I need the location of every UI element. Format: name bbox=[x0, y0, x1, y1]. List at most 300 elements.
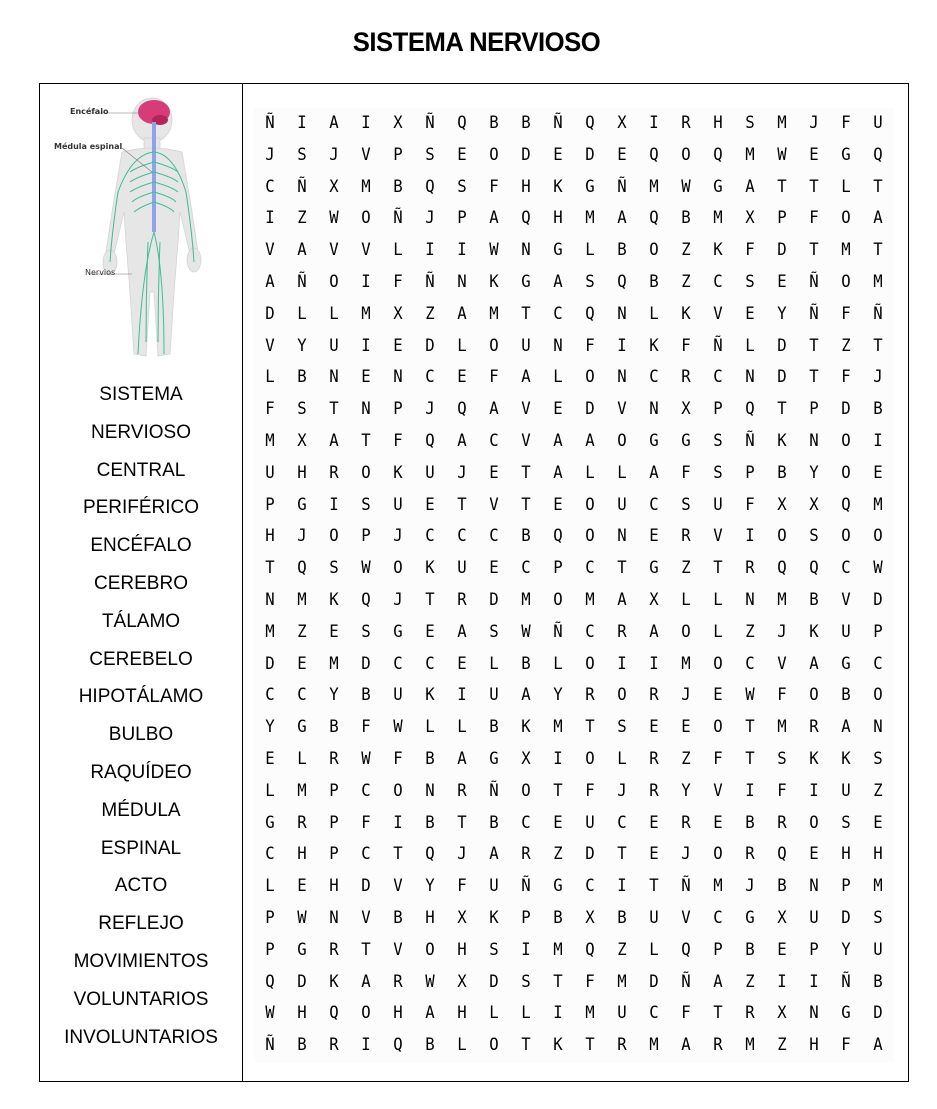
grid-cell[interactable]: K bbox=[489, 271, 499, 292]
grid-cell[interactable]: S bbox=[617, 717, 627, 738]
grid-cell[interactable]: F bbox=[745, 494, 755, 515]
grid-cell[interactable]: X bbox=[777, 907, 787, 928]
grid-cell[interactable]: D bbox=[489, 589, 499, 610]
grid-cell[interactable]: O bbox=[489, 144, 499, 165]
grid-cell[interactable]: H bbox=[713, 113, 723, 133]
grid-cell[interactable]: X bbox=[777, 1003, 787, 1024]
grid-cell[interactable]: U bbox=[617, 1003, 627, 1024]
grid-cell[interactable]: G bbox=[393, 621, 403, 642]
grid-cell[interactable]: U bbox=[841, 621, 851, 642]
grid-cell[interactable]: U bbox=[489, 685, 499, 706]
grid-cell[interactable]: Z bbox=[553, 844, 563, 865]
grid-cell[interactable]: E bbox=[809, 144, 819, 165]
grid-cell[interactable]: I bbox=[361, 1035, 371, 1056]
grid-cell[interactable]: P bbox=[457, 208, 467, 229]
grid-cell[interactable]: N bbox=[521, 240, 531, 261]
grid-cell[interactable]: U bbox=[521, 335, 531, 356]
grid-cell[interactable]: H bbox=[425, 907, 435, 928]
grid-cell[interactable]: O bbox=[681, 144, 691, 165]
grid-cell[interactable]: E bbox=[713, 812, 723, 833]
grid-cell[interactable]: K bbox=[713, 240, 723, 261]
grid-cell[interactable]: B bbox=[841, 685, 851, 706]
grid-cell[interactable]: T bbox=[521, 1035, 531, 1056]
grid-cell[interactable]: C bbox=[873, 653, 883, 674]
grid-cell[interactable]: O bbox=[521, 780, 531, 801]
grid-cell[interactable]: U bbox=[329, 335, 339, 356]
grid-cell[interactable]: P bbox=[393, 144, 403, 165]
grid-cell[interactable]: Ñ bbox=[521, 876, 531, 897]
grid-cell[interactable]: C bbox=[585, 876, 595, 897]
grid-cell[interactable]: E bbox=[457, 653, 467, 674]
grid-cell[interactable]: E bbox=[297, 653, 307, 674]
grid-cell[interactable]: B bbox=[745, 939, 755, 960]
grid-cell[interactable]: Ñ bbox=[745, 430, 755, 451]
grid-cell[interactable]: D bbox=[777, 335, 787, 356]
grid-cell[interactable]: M bbox=[713, 876, 723, 897]
grid-cell[interactable]: M bbox=[681, 653, 691, 674]
grid-cell[interactable]: P bbox=[265, 494, 275, 515]
grid-cell[interactable]: B bbox=[329, 717, 339, 738]
grid-cell[interactable]: T bbox=[713, 558, 723, 579]
grid-cell[interactable]: C bbox=[425, 653, 435, 674]
grid-cell[interactable]: N bbox=[617, 526, 627, 547]
grid-cell[interactable]: E bbox=[329, 621, 339, 642]
grid-cell[interactable]: L bbox=[457, 1035, 467, 1056]
grid-cell[interactable]: T bbox=[713, 1003, 723, 1024]
grid-cell[interactable]: E bbox=[681, 717, 691, 738]
grid-cell[interactable]: Q bbox=[809, 558, 819, 579]
grid-cell[interactable]: C bbox=[713, 271, 723, 292]
grid-cell[interactable]: C bbox=[745, 653, 755, 674]
grid-cell[interactable]: M bbox=[777, 113, 787, 133]
grid-cell[interactable]: O bbox=[393, 780, 403, 801]
grid-cell[interactable]: J bbox=[393, 526, 403, 547]
grid-cell[interactable]: Z bbox=[777, 1035, 787, 1056]
grid-cell[interactable]: F bbox=[265, 399, 275, 420]
grid-cell[interactable]: H bbox=[521, 176, 531, 197]
grid-cell[interactable]: Ñ bbox=[489, 780, 499, 801]
grid-cell[interactable]: I bbox=[553, 1003, 563, 1024]
grid-cell[interactable]: T bbox=[265, 558, 275, 579]
grid-cell[interactable]: M bbox=[841, 240, 851, 261]
grid-cell[interactable]: B bbox=[393, 176, 403, 197]
grid-cell[interactable]: T bbox=[649, 876, 659, 897]
grid-cell[interactable]: Ñ bbox=[265, 113, 275, 133]
grid-cell[interactable]: I bbox=[617, 335, 627, 356]
grid-cell[interactable]: Q bbox=[425, 430, 435, 451]
grid-cell[interactable]: M bbox=[521, 589, 531, 610]
grid-cell[interactable]: B bbox=[617, 240, 627, 261]
grid-cell[interactable]: Z bbox=[681, 240, 691, 261]
grid-cell[interactable]: F bbox=[361, 812, 371, 833]
grid-cell[interactable]: U bbox=[457, 558, 467, 579]
grid-cell[interactable]: Y bbox=[841, 939, 851, 960]
grid-cell[interactable]: R bbox=[745, 558, 755, 579]
grid-cell[interactable]: I bbox=[649, 113, 659, 133]
grid-cell[interactable]: I bbox=[809, 780, 819, 801]
grid-cell[interactable]: A bbox=[873, 208, 883, 229]
grid-cell[interactable]: A bbox=[297, 240, 307, 261]
grid-cell[interactable]: X bbox=[681, 399, 691, 420]
grid-cell[interactable]: E bbox=[777, 939, 787, 960]
grid-cell[interactable]: A bbox=[585, 430, 595, 451]
grid-cell[interactable]: I bbox=[617, 653, 627, 674]
grid-cell[interactable]: S bbox=[489, 939, 499, 960]
grid-cell[interactable]: W bbox=[361, 748, 371, 769]
grid-cell[interactable]: V bbox=[361, 144, 371, 165]
grid-cell[interactable]: M bbox=[361, 176, 371, 197]
grid-cell[interactable]: N bbox=[361, 399, 371, 420]
grid-cell[interactable]: O bbox=[873, 685, 883, 706]
grid-cell[interactable]: X bbox=[777, 494, 787, 515]
grid-cell[interactable]: N bbox=[393, 367, 403, 388]
grid-cell[interactable]: T bbox=[809, 176, 819, 197]
grid-cell[interactable]: Z bbox=[297, 621, 307, 642]
grid-cell[interactable]: Y bbox=[681, 780, 691, 801]
grid-cell[interactable]: A bbox=[265, 271, 275, 292]
grid-cell[interactable]: K bbox=[329, 971, 339, 992]
grid-cell[interactable]: U bbox=[265, 462, 275, 483]
grid-cell[interactable]: F bbox=[681, 335, 691, 356]
grid-cell[interactable]: Q bbox=[457, 399, 467, 420]
grid-cell[interactable]: J bbox=[745, 876, 755, 897]
grid-cell[interactable]: X bbox=[809, 494, 819, 515]
grid-cell[interactable]: F bbox=[393, 430, 403, 451]
grid-cell[interactable]: M bbox=[649, 176, 659, 197]
grid-cell[interactable]: R bbox=[777, 812, 787, 833]
grid-cell[interactable]: M bbox=[585, 1003, 595, 1024]
grid-cell[interactable]: L bbox=[457, 335, 467, 356]
grid-cell[interactable]: P bbox=[553, 558, 563, 579]
grid-cell[interactable]: L bbox=[617, 462, 627, 483]
grid-cell[interactable]: U bbox=[809, 907, 819, 928]
grid-cell[interactable]: O bbox=[585, 526, 595, 547]
grid-cell[interactable]: X bbox=[521, 748, 531, 769]
grid-cell[interactable]: G bbox=[649, 558, 659, 579]
grid-cell[interactable]: W bbox=[361, 558, 371, 579]
grid-cell[interactable]: V bbox=[617, 399, 627, 420]
grid-cell[interactable]: S bbox=[873, 907, 883, 928]
grid-cell[interactable]: E bbox=[425, 621, 435, 642]
grid-cell[interactable]: L bbox=[681, 589, 691, 610]
grid-cell[interactable]: N bbox=[457, 271, 467, 292]
grid-cell[interactable]: T bbox=[809, 240, 819, 261]
grid-cell[interactable]: E bbox=[297, 876, 307, 897]
grid-cell[interactable]: V bbox=[777, 653, 787, 674]
grid-cell[interactable]: E bbox=[457, 367, 467, 388]
grid-cell[interactable]: Ñ bbox=[393, 208, 403, 229]
grid-cell[interactable]: C bbox=[649, 494, 659, 515]
grid-cell[interactable]: D bbox=[585, 144, 595, 165]
grid-cell[interactable]: U bbox=[425, 462, 435, 483]
grid-cell[interactable]: Ñ bbox=[265, 1035, 275, 1056]
grid-cell[interactable]: Q bbox=[841, 494, 851, 515]
grid-cell[interactable]: E bbox=[265, 748, 275, 769]
grid-cell[interactable]: B bbox=[873, 399, 883, 420]
grid-cell[interactable]: X bbox=[457, 907, 467, 928]
grid-cell[interactable]: N bbox=[745, 589, 755, 610]
grid-cell[interactable]: M bbox=[489, 303, 499, 324]
grid-cell[interactable]: Q bbox=[393, 1035, 403, 1056]
grid-cell[interactable]: B bbox=[425, 748, 435, 769]
grid-cell[interactable]: N bbox=[329, 367, 339, 388]
grid-cell[interactable]: M bbox=[873, 494, 883, 515]
grid-cell[interactable]: S bbox=[425, 144, 435, 165]
grid-cell[interactable]: L bbox=[617, 748, 627, 769]
grid-cell[interactable]: M bbox=[873, 876, 883, 897]
grid-cell[interactable]: M bbox=[777, 717, 787, 738]
grid-cell[interactable]: K bbox=[809, 621, 819, 642]
grid-cell[interactable]: A bbox=[457, 621, 467, 642]
grid-cell[interactable]: D bbox=[777, 240, 787, 261]
grid-cell[interactable]: R bbox=[457, 780, 467, 801]
grid-cell[interactable]: A bbox=[553, 430, 563, 451]
grid-cell[interactable]: M bbox=[617, 971, 627, 992]
grid-cell[interactable]: V bbox=[393, 876, 403, 897]
grid-cell[interactable]: A bbox=[617, 208, 627, 229]
grid-cell[interactable]: U bbox=[617, 494, 627, 515]
grid-cell[interactable]: T bbox=[617, 844, 627, 865]
grid-cell[interactable]: A bbox=[745, 176, 755, 197]
grid-cell[interactable]: O bbox=[489, 1035, 499, 1056]
grid-cell[interactable]: M bbox=[585, 208, 595, 229]
grid-cell[interactable]: W bbox=[393, 717, 403, 738]
grid-cell[interactable]: O bbox=[393, 558, 403, 579]
grid-cell[interactable]: G bbox=[553, 876, 563, 897]
grid-cell[interactable]: Ñ bbox=[297, 271, 307, 292]
grid-cell[interactable]: O bbox=[489, 335, 499, 356]
grid-cell[interactable]: E bbox=[489, 558, 499, 579]
grid-cell[interactable]: Q bbox=[585, 113, 595, 133]
grid-cell[interactable]: W bbox=[425, 971, 435, 992]
grid-cell[interactable]: M bbox=[745, 1035, 755, 1056]
grid-cell[interactable]: H bbox=[841, 844, 851, 865]
grid-cell[interactable]: X bbox=[585, 907, 595, 928]
grid-cell[interactable]: C bbox=[585, 621, 595, 642]
grid-cell[interactable]: Z bbox=[425, 303, 435, 324]
grid-cell[interactable]: L bbox=[649, 939, 659, 960]
grid-cell[interactable]: A bbox=[873, 1035, 883, 1056]
grid-cell[interactable]: Z bbox=[745, 621, 755, 642]
grid-cell[interactable]: L bbox=[297, 303, 307, 324]
grid-cell[interactable]: N bbox=[329, 907, 339, 928]
grid-cell[interactable]: M bbox=[585, 589, 595, 610]
grid-cell[interactable]: O bbox=[713, 844, 723, 865]
grid-cell[interactable]: T bbox=[777, 399, 787, 420]
grid-cell[interactable]: R bbox=[521, 844, 531, 865]
grid-cell[interactable]: J bbox=[329, 144, 339, 165]
grid-cell[interactable]: W bbox=[489, 240, 499, 261]
grid-cell[interactable]: P bbox=[809, 939, 819, 960]
grid-cell[interactable]: B bbox=[809, 589, 819, 610]
grid-cell[interactable]: K bbox=[329, 589, 339, 610]
grid-cell[interactable]: D bbox=[873, 589, 883, 610]
grid-cell[interactable]: K bbox=[425, 558, 435, 579]
grid-cell[interactable]: E bbox=[553, 144, 563, 165]
grid-cell[interactable]: F bbox=[841, 113, 851, 133]
grid-cell[interactable]: O bbox=[361, 1003, 371, 1024]
grid-cell[interactable]: M bbox=[745, 144, 755, 165]
grid-cell[interactable]: Q bbox=[265, 971, 275, 992]
grid-cell[interactable]: L bbox=[585, 240, 595, 261]
grid-cell[interactable]: A bbox=[681, 1035, 691, 1056]
grid-cell[interactable]: T bbox=[617, 558, 627, 579]
grid-cell[interactable]: S bbox=[297, 144, 307, 165]
grid-cell[interactable]: R bbox=[681, 812, 691, 833]
grid-cell[interactable]: F bbox=[841, 303, 851, 324]
grid-cell[interactable]: L bbox=[425, 717, 435, 738]
grid-cell[interactable]: P bbox=[393, 399, 403, 420]
grid-cell[interactable]: P bbox=[521, 907, 531, 928]
grid-cell[interactable]: R bbox=[649, 748, 659, 769]
grid-cell[interactable]: D bbox=[297, 971, 307, 992]
grid-cell[interactable]: R bbox=[681, 113, 691, 133]
grid-cell[interactable]: O bbox=[873, 526, 883, 547]
grid-cell[interactable]: I bbox=[745, 780, 755, 801]
grid-cell[interactable]: H bbox=[393, 1003, 403, 1024]
grid-cell[interactable]: A bbox=[457, 303, 467, 324]
grid-cell[interactable]: G bbox=[841, 1003, 851, 1024]
grid-cell[interactable]: R bbox=[457, 589, 467, 610]
grid-cell[interactable]: T bbox=[553, 780, 563, 801]
grid-cell[interactable]: I bbox=[361, 271, 371, 292]
grid-cell[interactable]: T bbox=[777, 176, 787, 197]
grid-cell[interactable]: J bbox=[265, 144, 275, 165]
grid-cell[interactable]: Y bbox=[297, 335, 307, 356]
grid-cell[interactable]: Q bbox=[873, 144, 883, 165]
grid-cell[interactable]: Z bbox=[681, 558, 691, 579]
grid-cell[interactable]: B bbox=[297, 1035, 307, 1056]
grid-cell[interactable]: T bbox=[521, 494, 531, 515]
grid-cell[interactable]: U bbox=[585, 812, 595, 833]
grid-cell[interactable]: C bbox=[425, 367, 435, 388]
grid-cell[interactable]: Ñ bbox=[713, 335, 723, 356]
grid-cell[interactable]: C bbox=[713, 907, 723, 928]
grid-cell[interactable]: Q bbox=[681, 939, 691, 960]
grid-cell[interactable]: Z bbox=[745, 971, 755, 992]
grid-cell[interactable]: I bbox=[457, 240, 467, 261]
grid-cell[interactable]: C bbox=[489, 430, 499, 451]
grid-cell[interactable]: A bbox=[457, 430, 467, 451]
grid-cell[interactable]: S bbox=[361, 494, 371, 515]
grid-cell[interactable]: G bbox=[649, 430, 659, 451]
grid-cell[interactable]: Q bbox=[649, 144, 659, 165]
grid-cell[interactable]: T bbox=[585, 717, 595, 738]
grid-cell[interactable]: K bbox=[649, 335, 659, 356]
grid-cell[interactable]: J bbox=[617, 780, 627, 801]
grid-cell[interactable]: X bbox=[297, 430, 307, 451]
grid-cell[interactable]: Z bbox=[617, 939, 627, 960]
grid-cell[interactable]: P bbox=[777, 208, 787, 229]
grid-cell[interactable]: I bbox=[521, 939, 531, 960]
grid-cell[interactable]: N bbox=[649, 399, 659, 420]
grid-cell[interactable]: F bbox=[681, 1003, 691, 1024]
grid-cell[interactable]: C bbox=[585, 558, 595, 579]
grid-cell[interactable]: H bbox=[457, 1003, 467, 1024]
grid-cell[interactable]: M bbox=[297, 780, 307, 801]
grid-cell[interactable]: F bbox=[361, 717, 371, 738]
grid-cell[interactable]: E bbox=[617, 144, 627, 165]
grid-cell[interactable]: U bbox=[873, 939, 883, 960]
grid-cell[interactable]: J bbox=[425, 399, 435, 420]
grid-cell[interactable]: B bbox=[425, 1035, 435, 1056]
grid-cell[interactable]: O bbox=[809, 812, 819, 833]
grid-cell[interactable]: Y bbox=[809, 462, 819, 483]
grid-cell[interactable]: D bbox=[585, 844, 595, 865]
grid-cell[interactable]: V bbox=[713, 780, 723, 801]
grid-cell[interactable]: S bbox=[361, 621, 371, 642]
grid-cell[interactable]: R bbox=[681, 526, 691, 547]
grid-cell[interactable]: K bbox=[521, 717, 531, 738]
grid-cell[interactable]: H bbox=[873, 844, 883, 865]
grid-cell[interactable]: B bbox=[297, 367, 307, 388]
grid-cell[interactable]: G bbox=[553, 240, 563, 261]
grid-cell[interactable]: O bbox=[809, 685, 819, 706]
grid-cell[interactable]: D bbox=[361, 876, 371, 897]
grid-cell[interactable]: K bbox=[841, 748, 851, 769]
grid-cell[interactable]: I bbox=[745, 526, 755, 547]
grid-cell[interactable]: G bbox=[681, 430, 691, 451]
grid-cell[interactable]: B bbox=[873, 971, 883, 992]
grid-cell[interactable]: P bbox=[265, 939, 275, 960]
grid-cell[interactable]: T bbox=[553, 971, 563, 992]
grid-cell[interactable]: I bbox=[873, 430, 883, 451]
grid-cell[interactable]: X bbox=[393, 113, 403, 133]
grid-cell[interactable]: Ñ bbox=[809, 271, 819, 292]
grid-cell[interactable]: O bbox=[425, 939, 435, 960]
grid-cell[interactable]: W bbox=[745, 685, 755, 706]
grid-cell[interactable]: K bbox=[425, 685, 435, 706]
grid-cell[interactable]: I bbox=[457, 685, 467, 706]
grid-cell[interactable]: F bbox=[393, 271, 403, 292]
grid-cell[interactable]: E bbox=[649, 812, 659, 833]
grid-cell[interactable]: P bbox=[809, 399, 819, 420]
grid-cell[interactable]: W bbox=[521, 621, 531, 642]
grid-cell[interactable]: G bbox=[297, 494, 307, 515]
grid-cell[interactable]: V bbox=[521, 399, 531, 420]
grid-cell[interactable]: V bbox=[393, 939, 403, 960]
grid-cell[interactable]: D bbox=[489, 971, 499, 992]
grid-cell[interactable]: F bbox=[777, 685, 787, 706]
grid-cell[interactable]: M bbox=[553, 717, 563, 738]
grid-cell[interactable]: Ñ bbox=[425, 113, 435, 133]
grid-cell[interactable]: E bbox=[873, 462, 883, 483]
grid-cell[interactable]: R bbox=[393, 971, 403, 992]
grid-cell[interactable]: W bbox=[873, 558, 883, 579]
grid-cell[interactable]: R bbox=[745, 1003, 755, 1024]
grid-cell[interactable]: T bbox=[809, 335, 819, 356]
grid-cell[interactable]: A bbox=[457, 748, 467, 769]
grid-cell[interactable]: E bbox=[553, 494, 563, 515]
grid-cell[interactable]: Q bbox=[521, 208, 531, 229]
grid-cell[interactable]: X bbox=[745, 208, 755, 229]
grid-cell[interactable]: R bbox=[617, 1035, 627, 1056]
grid-cell[interactable]: G bbox=[297, 717, 307, 738]
grid-cell[interactable]: M bbox=[873, 271, 883, 292]
grid-cell[interactable]: X bbox=[329, 176, 339, 197]
grid-cell[interactable]: J bbox=[457, 462, 467, 483]
grid-cell[interactable]: M bbox=[649, 1035, 659, 1056]
grid-cell[interactable]: P bbox=[265, 907, 275, 928]
grid-cell[interactable]: M bbox=[265, 621, 275, 642]
grid-cell[interactable]: R bbox=[585, 685, 595, 706]
grid-cell[interactable]: Q bbox=[649, 208, 659, 229]
grid-cell[interactable]: I bbox=[617, 876, 627, 897]
grid-cell[interactable]: C bbox=[297, 685, 307, 706]
grid-cell[interactable]: Ñ bbox=[681, 876, 691, 897]
grid-cell[interactable]: B bbox=[521, 653, 531, 674]
grid-cell[interactable]: D bbox=[585, 399, 595, 420]
